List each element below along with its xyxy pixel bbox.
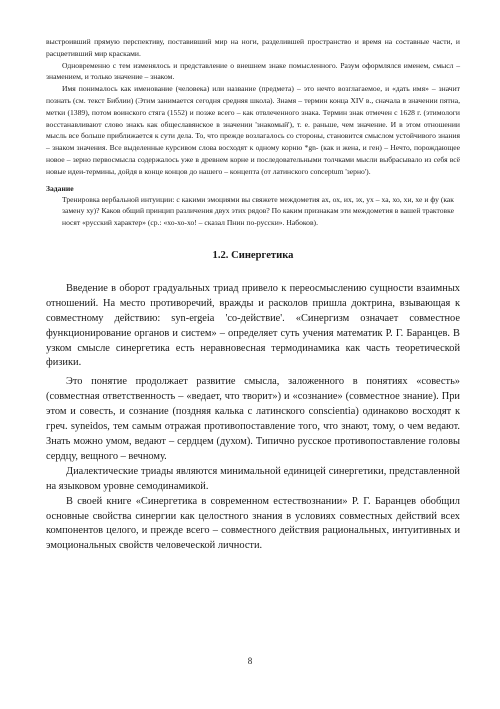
task-text: Тренировка вербальной интуиции: с какими эмоциями вы свяжете междометия ах, ох, их, эх, ух – ха, хо, хи, хе и фу (как замену ху)? Каков общий принцип различения двух этих рядов? По каким признакам эти междометия в вашей трактовке носят «русский характер» (ср.: «хо-хо-хо! – сказал Пнин по-русски». Набоков). xyxy=(62,194,454,228)
section-paragraph-4: В своей книге «Синергетика в современном естествознании» Р. Г. Баранцев обобщил основные свойства синергии как целостного знания в условиях совместных действий всех компонентов целого, и прежде всего – совместного действия рациональных, интуитивных и эмоциональных свойств человеческой личности. xyxy=(46,495,460,552)
task-heading: Задание xyxy=(46,183,74,193)
intro-paragraph-3: Имя понималось как именование (человека) или название (предмета) – это нечто возглагаемое, и «дать имя» – значит познать (см. текст Библии) (Этим занимается сегодня средняя школа). Знамя – термин конца XIV в., сначала в значении пятна, метки (1389), потом воинского стяга (1552) и позже всего – как отвлеченного знака. Термин знак отмечен с 1628 г. (этимологи восстанавливают слово знакъ как общеславянское в значении 'знакомый'), т. е. раньше, чем значение. И в этом отношении мысль все больше приближается к сути дела. То, что прежде возлагалось со стороны, становится смыслом устойчивого знания – знаком значения. Все выделенные курсивом слова восходят к одному корню *gn- (как и жена, и ген) – Нечто, порождающее новое – зерно первосмысла содержалось уже в древнем корне и последовательными толчками мысли выбрасывало из себя всё новые идеи-термины, дойдя в конце концов до нашего – концепта (от латинского conceptum 'зерно'). xyxy=(46,84,460,176)
page-content xyxy=(46,36,460,554)
section-paragraph-1: Введение в оборот градуальных триад привело к переосмыслению сущности взаимных отношений. На место противоречий, вражды и расколов пришла доктрина, взывающая к совместному действию: syn-ergeia 'со-действие'. «Синергизм означает совместное функционирование органов и систем» – определяет суть учения математик Р. Г. Баранцев. В узком смысле синергетика есть неравновесная термодинамика как часть теоретической физики. xyxy=(46,282,460,369)
section-title: 1.2. Синергетика xyxy=(212,249,294,261)
intro-paragraph-1: выстроивший прямую перспективу, поставивший мир на ноги, разделившей пространство и время на составные части, и расцветивший мир красками. xyxy=(46,37,460,58)
intro-paragraph-2: Одновременно с тем изменялось и представление о внешнем знаке помысленного. Разум оформлялся именем, смысл – знамением, и только значение – знаком. xyxy=(46,60,460,82)
section-paragraph-3: Диалектические триады являются минимальной единицей синергетики, представленной на языковом уровне семодинамикой. xyxy=(46,465,460,492)
section-paragraph-2: Это понятие продолжает развитие смысла, заложенного в понятиях «совесть» (совместная ответственность – «ведает, что творит») и «сознание» (совместное знание). При этом и совесть, и сознание (поздняя калька с латинского conscientia) одинаково восходят к греч. syneidos, тем самым отражая противопоставление того, что знают, тому, о чем ведают. Знать можно умом, ведают – сердцем (духом). Типично русское противопоставление головы сердцу, вещного – вечному. xyxy=(46,376,460,462)
page-number: 8 xyxy=(247,656,253,666)
